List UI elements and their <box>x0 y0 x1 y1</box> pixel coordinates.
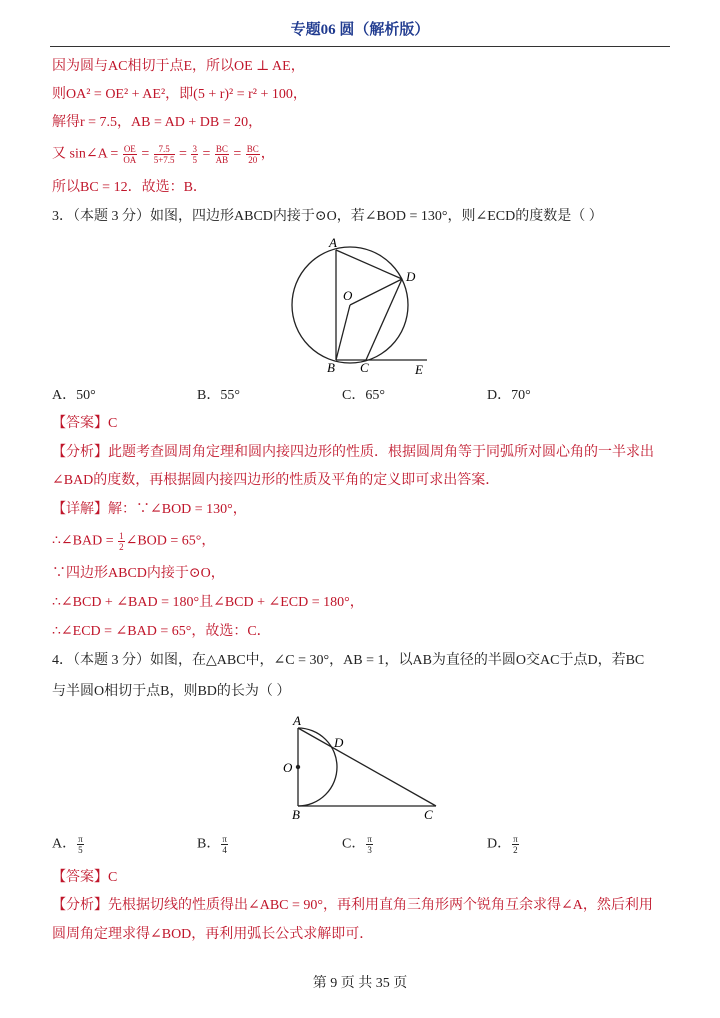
q4-label-d: D <box>334 735 344 750</box>
q2-solution-line-1: 因为圆与AC相切于点E，所以OE ⊥ AE， <box>52 59 305 74</box>
q4-line-ac <box>298 728 436 806</box>
q3-label-d: D <box>406 269 416 284</box>
q2-solution-line-2: 则OA² = OE² + AE²，即(5 + r)² = r² + 100， <box>52 87 307 102</box>
q3-option-a: A．50° <box>52 388 96 403</box>
q3-detail-line-5: ∴∠ECD = ∠BAD = 65°，故选：C． <box>52 624 271 639</box>
fraction-bc-ab: $\frac{BC}{AB}$ <box>215 144 229 165</box>
q3-stem: 3．（本题 3 分）如图，四边形ABCD内接于⊙O，若∠BOD = 130°，则∠ECD的度数是（ ） <box>52 209 603 224</box>
q4-stem-line-2: 与半圆O相切于点B，则BD的长为（ ） <box>52 684 291 699</box>
q3-analysis-line-1: 【分析】此题考查圆周角定理和圆内接四边形的性质．根据圆周角等于同弧所对圆心角的一半求出 <box>52 445 654 460</box>
q4-option-d: D． $\frac{\pi}{2}$ <box>487 834 518 855</box>
q3-label-o: O <box>343 288 353 303</box>
q2-solution-line-5: 所以BC = 12．故选：B． <box>52 180 207 195</box>
q2-solution-line-3: 解得r = 7.5，AB = AD + DB = 20， <box>52 115 263 130</box>
q4-line-od <box>298 748 332 767</box>
q4-label-c: C <box>424 807 433 822</box>
q4-label-o: O <box>283 760 293 775</box>
q3-line-od <box>350 279 402 305</box>
fraction-one-half: $\frac{1}{2}$ <box>119 531 124 552</box>
q4-option-b: B． $\frac{\pi}{4}$ <box>197 834 227 855</box>
q4-figure <box>280 712 450 824</box>
q4-option-c: C． $\frac{\pi}{3}$ <box>342 834 372 855</box>
page-header-title: 专题06 圆（解析版） <box>290 22 430 38</box>
q3-detail-line-2: ∴∠BAD = $\frac{1}{2}$ ∠BOD = 65°， <box>52 531 216 552</box>
fraction-3-5: $\frac{3}{5}$ <box>192 144 197 165</box>
q3-label-e: E <box>415 362 423 376</box>
q4-answer: 【答案】C <box>52 870 118 885</box>
q4-option-a: A． $\frac{\pi}{5}$ <box>52 834 83 855</box>
q3-answer: 【答案】C <box>52 416 118 431</box>
q2-sin-prefix: 又 sin∠A = <box>52 146 122 162</box>
fraction-7-5: $\frac{7.5}{5+7.5}$ <box>153 144 175 165</box>
q3-detail-line-4: ∴∠BCD + ∠BAD = 180°且∠BCD + ∠ECD = 180°， <box>52 595 364 610</box>
q3-line-bo <box>336 305 350 360</box>
page-footer: 第 9 页 共 35 页 <box>312 976 408 991</box>
q4-stem-line-1: 4．（本题 3 分）如图，在△ABC中，∠C = 30°，AB = 1，以AB为直径的半圆O交AC于点D，若BC <box>52 653 645 668</box>
q3-detail-line-3: ∵四边形ABCD内接于⊙O， <box>52 566 225 581</box>
q3-option-c: C．65° <box>342 388 385 403</box>
q4-label-a: A <box>293 713 301 728</box>
q3-option-d: D．70° <box>487 388 531 403</box>
q4-analysis-line-1: 【分析】先根据切线的性质得出∠ABC = 90°，再利用直角三角形两个锐角互余求得∠A，然后利用 <box>52 898 653 913</box>
q3-analysis-line-2: ∠BAD的度数，再根据圆内接四边形的性质及平角的定义即可求出答案． <box>52 473 500 488</box>
q3-figure <box>285 236 435 376</box>
q3-detail-line-1: 【详解】解：∵∠BOD = 130°， <box>52 502 247 517</box>
fraction-bc-20: $\frac{BC}{20}$ <box>246 144 259 165</box>
header-divider <box>50 46 670 47</box>
q4-label-b: B <box>292 807 300 822</box>
q4-analysis-line-2: 圆周角定理求得∠BOD，再利用弧长公式求解即可． <box>52 927 374 942</box>
q3-line-dc <box>366 279 402 360</box>
q3-option-b: B．55° <box>197 388 240 403</box>
q4-center-dot <box>296 765 300 769</box>
q3-label-a: A <box>329 236 337 250</box>
fraction-oe-oa: $\frac{OE}{OA}$ <box>123 144 137 165</box>
q3-label-b: B <box>327 360 335 375</box>
q2-solution-line-4: 又 sin∠A = $\frac{OE}{OA}$ = $\frac{7.5}{5+7.5}$ = $\frac{3}{5}$ = $\frac{BC}{AB}$ = $\frac{BC}{20}$ ， <box>52 144 275 165</box>
q3-label-c: C <box>360 360 369 375</box>
